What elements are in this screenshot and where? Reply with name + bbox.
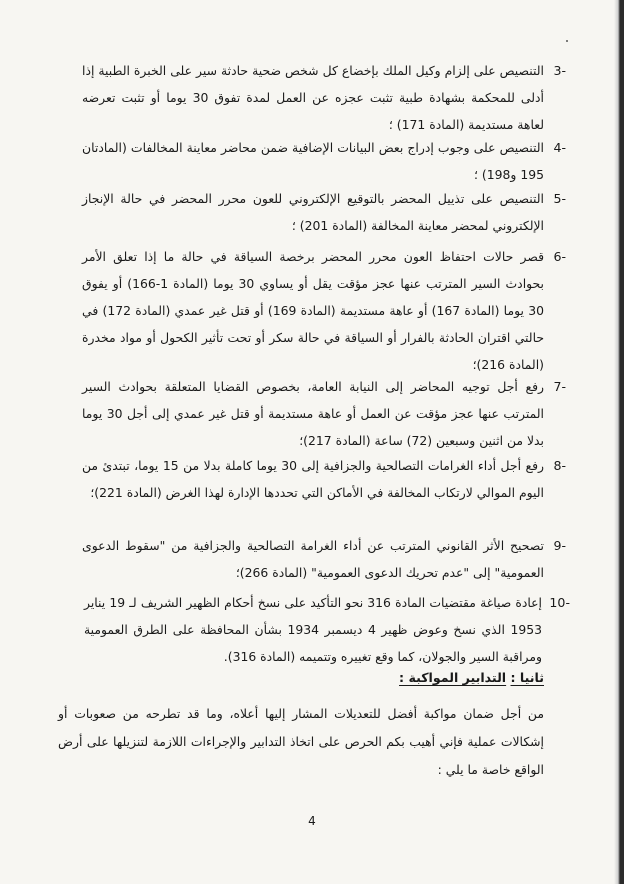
page-number: 4 [308, 814, 316, 828]
item-number: 5- [553, 191, 566, 206]
list-item: رفع أجل توجيه المحاضر إلى النيابة العامة، بخصوص القضايا المتعلقة بحوادث السير المترتب عنها عجز مؤقت عن العمل أو عاهة مستديمة أو قتل غير عمدي إلى أجل 30 يوما بدلا من اثنين وسبعين (72) ساعة (المادة 217)؛ [82, 379, 544, 448]
item-number: 6- [553, 249, 566, 264]
list-item: تصحيح الأثر القانوني المترتب عن أداء الغرامة التصالحية والجزافية من "سقوط الدعوى العمومية" إلى "عدم تحريك الدعوى العمومية" (المادة 266)؛ [82, 538, 544, 580]
item-number: 3- [553, 63, 566, 78]
item-number: 9- [553, 538, 566, 553]
list-item: التنصيص على تذييل المحضر بالتوقيع الإلكتروني للعون محرر المحضر في حالة الإنجاز الإلكتروني لمحضر معاينة المخالفة (المادة 201) ؛ [82, 191, 544, 233]
item-number: 8- [553, 458, 566, 473]
item-number: 7- [553, 379, 566, 394]
list-item: إعادة صياغة مقتضيات المادة 316 نحو التأكيد على نسخ أحكام الظهير الشريف لـ 19 يناير 1953 الذي نسخ وعوض ظهير 4 ديسمبر 1934 بشأن المحافظة على الطرق العمومية ومراقبة السير والجولان، كما وقع تغييره وتتميمه (المادة 316). [84, 595, 543, 664]
list-item: التنصيص على إلزام وكيل الملك بإخضاع كل شخص ضحية حادثة سير على الخبرة الطبية إذا أدلى للمحكمة بشهادة طبية تثبت عجزه عن العمل لمدة تفوق 30 يوما أو تثبت تعرضه لعاهة مستديمة (المادة 171) ؛ [82, 63, 544, 132]
item-number: 10- [549, 595, 570, 610]
section-heading [399, 664, 544, 691]
list-item: رفع أجل أداء الغرامات التصالحية والجزافية إلى 30 يوما كاملة بدلا من 15 يوما، تبتدئ من اليوم الموالي لارتكاب المخالفة في الأماكن التي تحددها الإدارة لهذا الغرض (المادة 221)؛ [82, 458, 544, 500]
page-edge-shadow [614, 0, 624, 884]
list-item: قصر حالات احتفاظ العون محرر المحضر برخصة السياقة في حالة ما إذا تعلق الأمر بحوادث السير المترتب عنها عجز مؤقت يقل أو يساوي 30 يوما (المادة 1-166) أو يفوق 30 يوما (المادة 167) أو عاهة مستديمة (المادة 169) أو قتل غير عمدي (المادة 172) في حالتي اقتران الحادثة بالفرار أو السياقة في حالة سكر أو تحت تأثير الكحول أو مواد مخدرة (المادة 216)؛ [82, 249, 544, 372]
body-paragraph: من أجل ضمان مواكبة أفضل للتعديلات المشار إليها أعلاه، وما قد تطرحه من صعوبات أو إشكالات عملية فإني أهيب بكم الحرص على اتخاذ التدابير والإجراءات اللازمة لتنزيلها على أرض الواقع خاصة ما يلي : [58, 706, 544, 777]
section-prefix: ثانيا : [510, 670, 544, 685]
scan-speck [566, 40, 568, 42]
item-number: 4- [553, 140, 566, 155]
list-item: التنصيص على وجوب إدراج بعض البيانات الإضافية ضمن محاضر معاينة المخالفات (المادتان 195 و198) ؛ [82, 140, 544, 182]
section-title: التدابير المواكبة : [399, 670, 507, 685]
